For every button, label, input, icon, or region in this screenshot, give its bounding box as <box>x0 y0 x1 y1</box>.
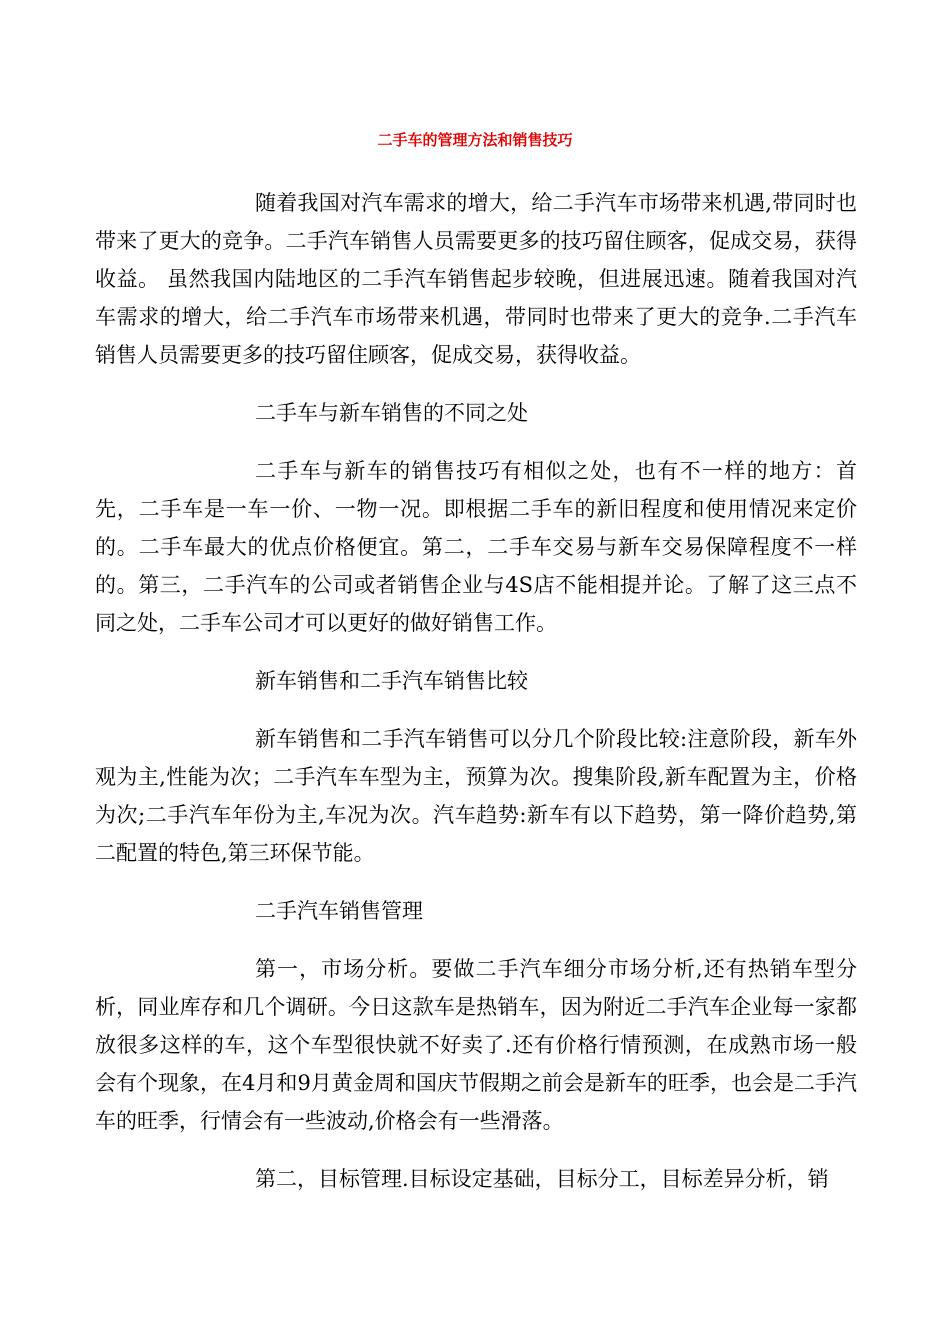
paragraph-differences: 二手车与新车的销售技巧有相似之处，也有不一样的地方：首先，二手车是一车一价、一物一况。即根据二手车的新旧程度和使用情况来定价的。二手车最大的优点价格便宜。第二，二手车交易与新车交易保障程度不一样的。第三，二手汽车的公司或者销售企业与4S店不能相提并论。了解了这三点不同之处，二手车公司才可以更好的做好销售工作。 <box>95 459 857 635</box>
document-body <box>95 184 857 1218</box>
paragraph-intro: 随着我国对汽车需求的增大，给二手汽车市场带来机遇,带同时也带来了更大的竞争。二手汽车销售人员需要更多的技巧留住顾客，促成交易，获得收益。 虽然我国内陆地区的二手汽车销售起步较晚，但进展迅速。随着我国对汽车需求的增大，给二手汽车市场带来机遇，带同时也带来了更大的竞争.二手汽车销售人员需要更多的技巧留住顾客，促成交易，获得收益。 <box>95 191 857 367</box>
paragraph-market-analysis: 第一，市场分析。要做二手汽车细分市场分析,还有热销车型分析，同业库存和几个调研。今日这款车是热销车，因为附近二手汽车企业每一家都放很多这样的车，这个车型很快就不好卖了.还有价格行情预测，在成熟市场一般会有个现象，在4月和9月黄金周和国庆节假期之前会是新车的旺季，也会是二手汽车的旺季，行情会有一些波动,价格会有一些滑落。 <box>95 957 857 1133</box>
paragraph-comparison: 新车销售和二手汽车销售可以分几个阶段比较:注意阶段，新车外观为主,性能为次；二手汽车车型为主，预算为次。搜集阶段,新车配置为主，价格为次;二手汽车年份为主,车况为次。汽车趋势:新车有以下趋势，第一降价趋势,第二配置的特色,第三环保节能。 <box>95 727 857 865</box>
document-title: 二手车的管理方法和销售技巧 <box>377 131 573 149</box>
section-heading-comparison: 新车销售和二手汽车销售比较 <box>255 669 528 693</box>
section-heading-management: 二手汽车销售管理 <box>255 899 423 923</box>
section-heading-differences: 二手车与新车销售的不同之处 <box>255 401 528 425</box>
paragraph-target-management: 第二，目标管理.目标设定基础，目标分工，目标差异分析，销 <box>255 1167 829 1191</box>
